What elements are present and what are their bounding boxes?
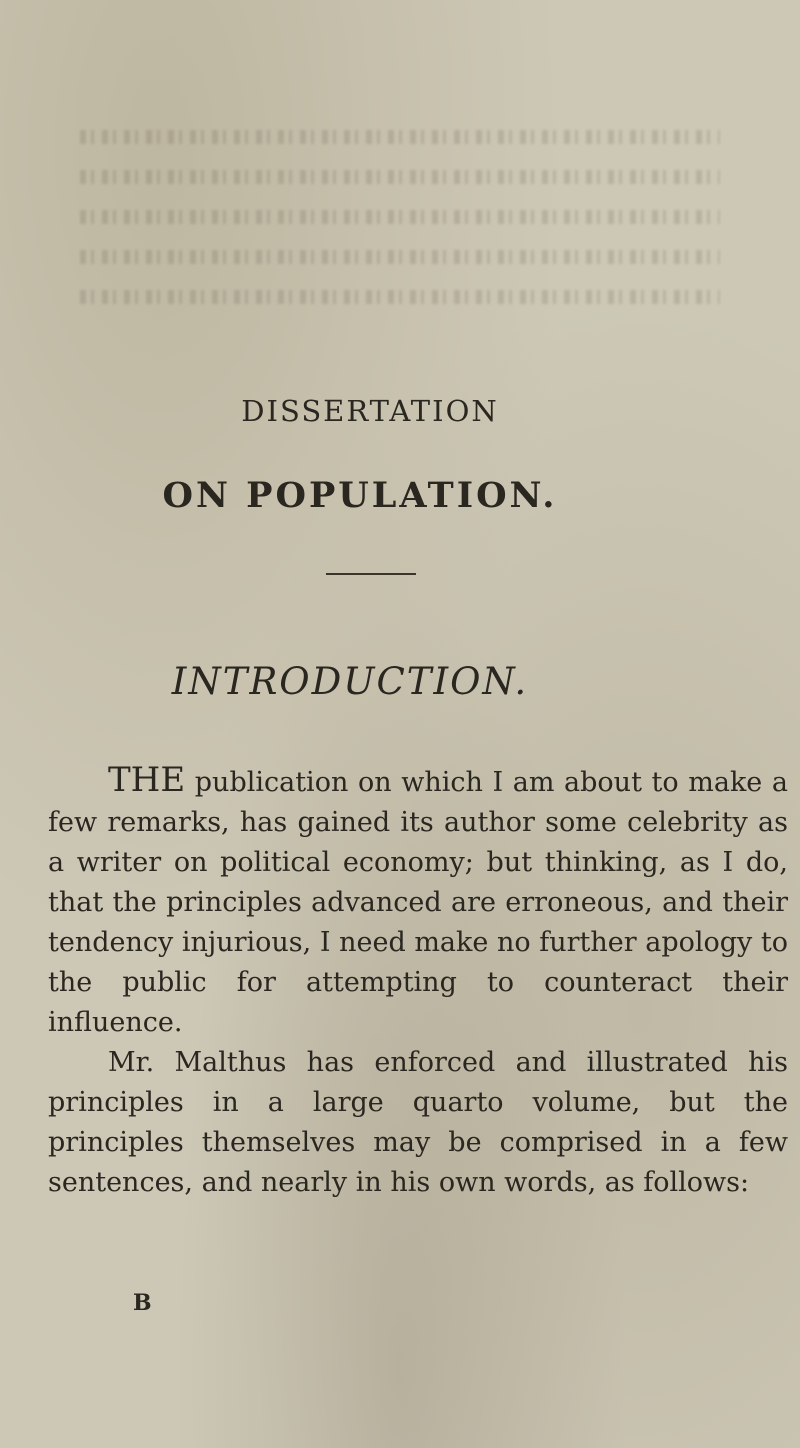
body-text (48, 760, 788, 1203)
bleed-line (80, 170, 720, 184)
title-rule (326, 573, 416, 575)
section-heading: INTRODUCTION. (171, 660, 529, 703)
title-line-1: DISSERTATION (241, 394, 499, 428)
paragraph-1-text: publication on which I am about to make a few remarks, has gained its author some celebrity as a writer on political economy; but thinking, as I do, that the principles advanced are erroneous, and their tendency injurious, I need make no further apology to the public for attempting to counteract their influence. (48, 767, 788, 1038)
bleed-line (80, 290, 720, 304)
paragraph-2: Mr. Malthus has enforced and illustrated his principles in a large quarto volume, but the principles themselves may be comprised in a few sentences, and nearly in his own words, as follows: (48, 1047, 788, 1198)
bleed-line (80, 130, 720, 144)
bleed-line (80, 210, 720, 224)
paragraph-1 (48, 760, 788, 1043)
title-line-2: ON POPULATION. (162, 475, 558, 516)
signature-mark: B (133, 1290, 152, 1316)
paragraph-1-first-word: THE (108, 760, 186, 800)
show-through-texture (0, 120, 800, 340)
bleed-line (80, 250, 720, 264)
